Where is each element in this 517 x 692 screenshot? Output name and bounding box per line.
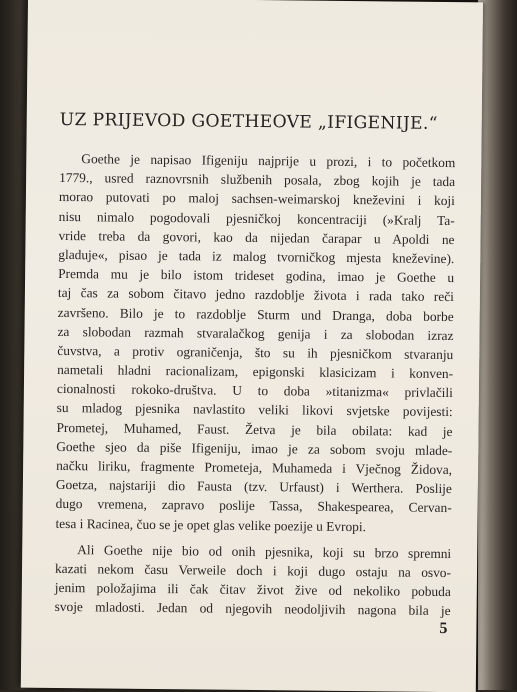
text-line: Prometej, Muhamed, Faust. Žetva je bila obilata: kad je <box>56 419 453 439</box>
text-line: taj čas za sobom čitavo jedno razdoblje života i rada tako reči <box>57 285 454 305</box>
text-line: gladuje«, pisao je tada iz malog tvorničkog mjesta kneževine). <box>58 246 455 267</box>
text-line: vride treba da govori, kao da nijedan čarapar u Apoldi ne <box>58 227 455 247</box>
text-line: kazati nekom času Verweile doch i koji dugo ostaju na osvo- <box>54 560 452 581</box>
text-line: načku liriku, fragmente Prometeja, Muhameda i Vječnog Židova, <box>56 457 453 478</box>
text-line: cionalnosti rokoko-društva. U to doba »titanizma« privlačili <box>56 381 453 401</box>
text-line: Goethe je napisao Ifigeniju najprije u prozi, i to početkom <box>81 151 456 171</box>
text-line: dugo vremena, zapravo poslije Tassa, Shakespearea, Cervan- <box>55 496 452 516</box>
text-line: 1779., usred raznovrsnih službenih posala, zbog kojih je tada <box>59 170 456 190</box>
text-line: nametali hladni racionalizam, epigonski klasicizam i konven- <box>57 362 454 382</box>
page-edge-shadow <box>478 0 517 690</box>
text-line: morao putovati po maloj sachsen-weimarskoj kneževini i koji <box>58 189 455 209</box>
text-line: čuvstva, a protiv ograničenja, što su ih pjesničkom stvaranju <box>57 342 454 362</box>
body-text <box>55 149 456 621</box>
text-line: završeno. Bilo je to razdoblje Sturm und Dranga, doba borbe <box>57 304 454 324</box>
text-line: tesa i Racinea, čuo se je opet glas velike poezije u Evropi. <box>55 515 367 534</box>
text-line: jenim položajima ili čak čitav život žive od nekoliko pobuda <box>54 580 451 600</box>
chapter-heading: UZ PRIJEVOD GOETHEOVE „IFIGENIJE.“ <box>59 109 438 134</box>
text-line: Premda mu je bilo istom trideset godina, imao je Goethe u <box>58 266 455 286</box>
page-number: 5 <box>439 619 448 638</box>
text-line: nisu nimalo pogodovali pjesničkoj koncentraciji (»Kralj Ta- <box>58 208 455 228</box>
text-line: Ali Goethe nije bio od onih pjesnika, koji su brzo spremni <box>77 541 452 561</box>
text-line: svoje mladosti. Jedan od njegovih neodoljivih nagona bila je <box>54 599 451 619</box>
text-line: Goethe sjeo da piše Ifigeniju, imao je za sobom svoju mlade- <box>56 438 453 458</box>
text-line: Goetza, najstariji dio Fausta (tzv. Urfaust) i Werthera. Poslije <box>55 477 452 497</box>
book-page <box>21 0 483 692</box>
text-line: su mladog pjesnika navlastito veliki likovi svjetske povijesti: <box>56 400 453 420</box>
text-line: za slobodan razmah stvaralačkog genija i za slobodan izraz <box>57 323 454 343</box>
